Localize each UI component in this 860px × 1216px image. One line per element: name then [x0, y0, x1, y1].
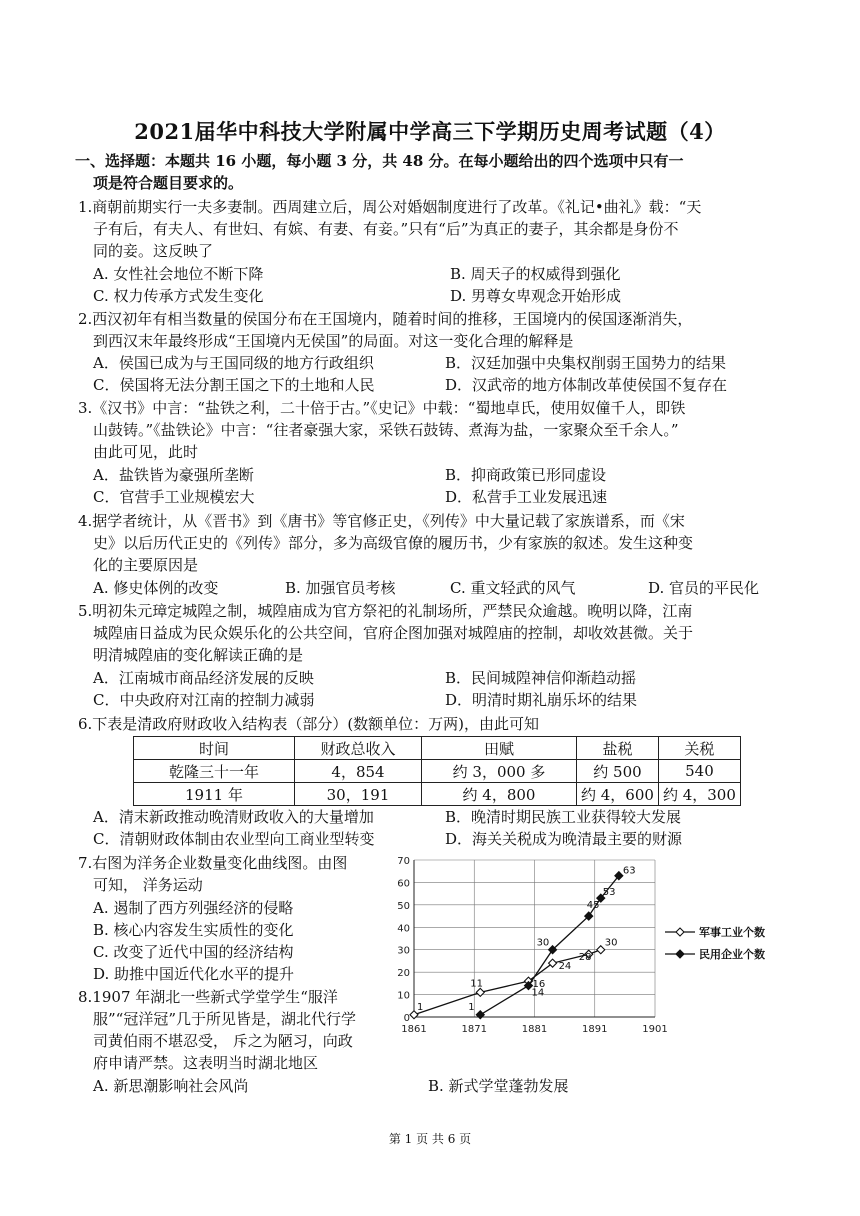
section-instruction-line1: 一、选择题：本题共 16 小题，每小题 3 分，共 48 分。在每小题给出的四个选项中只有一	[75, 152, 684, 170]
y-tick-label: 0	[403, 1013, 410, 1024]
table-header-cell: 关税	[658, 737, 740, 760]
q1-option-d[interactable]: D. 男尊女卑观念开始形成	[450, 287, 622, 305]
table-row	[134, 783, 741, 806]
data-label: 14	[531, 987, 545, 999]
q8-stem-line1: 8.1907 年湖北一些新式学堂学生“服洋	[78, 988, 338, 1006]
y-tick-label: 70	[397, 856, 410, 867]
q2-stem-line2: 到西汉末年最终形成“王国境内无侯国”的局面。对这一变化合理的解释是	[93, 332, 574, 350]
page-footer: 第 1 页 共 6 页	[388, 1132, 472, 1146]
q6-option-d[interactable]: D．海关关税成为晚清最主要的财源	[445, 830, 683, 848]
legend-marker	[676, 928, 684, 936]
q4-option-b[interactable]: B. 加强官员考核	[285, 579, 396, 597]
table-cell: 乾隆三十一年	[134, 760, 295, 783]
y-tick-label: 50	[397, 900, 410, 912]
q6-option-c[interactable]: C．清朝财政体制由农业型向工商业型转变	[93, 830, 375, 848]
q6-option-a[interactable]: A．清末新政推动晚清财政收入的大量增加	[93, 808, 374, 826]
q3-option-d[interactable]: D．私营手工业发展迅速	[445, 488, 608, 506]
q3-stem-line1: 3.《汉书》中言：“盐铁之利，二十倍于古。”《史记》中载：“蜀地卓氏，使用奴僮千人，即铁	[78, 399, 686, 417]
data-label: 30	[536, 937, 550, 949]
y-tick-label: 40	[397, 923, 410, 935]
q7-stem-line2: 可知， 洋务运动	[93, 876, 203, 894]
q5-stem-line3: 明清城隍庙的变化解读正确的是	[93, 646, 304, 664]
q8-stem-line4: 府申请严禁。这表明当时湖北地区	[93, 1054, 319, 1072]
q5-option-d[interactable]: D．明清时期礼崩乐坏的结果	[445, 691, 638, 709]
q5-option-c[interactable]: C．中央政府对江南的控制力减弱	[93, 691, 315, 709]
q7-option-d[interactable]: D. 助推中国近代化水平的提升	[93, 965, 295, 983]
q3-option-c[interactable]: C．官营手工业规模宏大	[93, 488, 255, 506]
data-label: 11	[470, 978, 484, 990]
x-tick-label: 1881	[521, 1024, 548, 1035]
q1-option-b[interactable]: B. 周天子的权威得到强化	[450, 265, 621, 283]
data-point-marker	[476, 988, 484, 996]
q5-stem-line1: 5.明初朱元璋定城隍之制，城隍庙成为官方祭祀的礼制场所，严禁民众逾越。晚明以降，江南	[78, 602, 693, 620]
q3-option-a[interactable]: A．盐铁皆为豪强所垄断	[93, 466, 254, 484]
data-label: 1	[417, 1001, 424, 1013]
q1-stem-line1: 1.商朝前期实行一夫多妻制。西周建立后，周公对婚姻制度进行了改革。《礼记•曲礼》载：“天	[78, 198, 702, 216]
q4-option-a[interactable]: A. 修史体例的改变	[93, 579, 219, 597]
data-label: 16	[532, 979, 546, 991]
y-tick-label: 10	[397, 990, 410, 1002]
data-label: 24	[558, 961, 572, 973]
x-tick-label: 1901	[642, 1024, 668, 1035]
q6-option-b[interactable]: B．晚清时期民族工业获得较大发展	[445, 808, 682, 826]
q1-stem-line2: 子有后，有夫人、有世妇、有嫔、有妻、有妾。”只有“后”为真正的妻子，其余都是身份不	[93, 220, 679, 238]
q7-option-a[interactable]: A. 遏制了西方列强经济的侵略	[93, 899, 294, 917]
q5-option-b[interactable]: B．民间城隍神信仰渐趋动摇	[445, 669, 637, 687]
table-header-row	[134, 737, 741, 760]
y-tick-label: 20	[397, 968, 410, 980]
q2-option-d[interactable]: D．汉武帝的地方体制改革使侯国不复存在	[445, 376, 728, 394]
q2-option-b[interactable]: B．汉廷加强中央集权削弱王国势力的结果	[445, 354, 727, 372]
table-cell: 约 4，600	[577, 783, 659, 806]
x-tick-label: 1891	[582, 1024, 608, 1035]
table-header-cell: 财政总收入	[295, 737, 422, 760]
table-cell: 540	[658, 760, 740, 783]
data-point-marker	[476, 1011, 484, 1019]
legend-entry: 军事工业个数	[699, 926, 765, 939]
table-cell: 约 3，000 多	[422, 760, 577, 783]
table-cell: 约 4，800	[422, 783, 577, 806]
table-cell: 约 500	[577, 760, 659, 783]
data-label: 28	[578, 952, 592, 964]
legend-marker	[676, 950, 684, 958]
paper-title: 2021届华中科技大学附属中学高三下学期历史周考试题（4）	[134, 119, 726, 144]
q4-stem-line2: 史》以后历代正史的《列传》部分，多为高级官僚的履历书，少有家族的叙述。发生这种变	[93, 534, 694, 552]
q6-stem-line1: 6.下表是清政府财政收入结构表（部分）(数额单位：万两)，由此可知	[78, 715, 540, 733]
q3-stem-line3: 由此可见，此时	[93, 443, 199, 461]
q4-stem-line3: 化的主要原因是	[93, 556, 199, 574]
q2-stem-line1: 2.西汉初年有相当数量的侯国分布在王国境内，随着时间的推移，王国境内的侯国逐渐消失，	[78, 310, 693, 328]
enterprise-count-line-chart	[385, 850, 780, 1040]
revenue-table	[133, 736, 741, 806]
q2-option-a[interactable]: A．侯国已成为与王国同级的地方行政组织	[93, 354, 374, 372]
y-tick-label: 60	[397, 878, 410, 890]
table-cell: 约 4，300	[658, 783, 740, 806]
q7-stem-line1: 7.右图为洋务企业数量变化曲线图。由图	[78, 854, 348, 872]
series-line	[414, 950, 601, 1015]
table-cell: 30，191	[295, 783, 422, 806]
q8-stem-line2: 服”“冠洋冠”几于所见皆是，湖北代行学	[93, 1010, 357, 1028]
table-header-cell: 盐税	[577, 737, 659, 760]
q4-option-c[interactable]: C. 重文轻武的风气	[450, 579, 576, 597]
legend-entry: 民用企业个数	[699, 948, 765, 961]
data-label: 45	[586, 900, 600, 912]
q8-option-b[interactable]: B. 新式学堂蓬勃发展	[428, 1077, 569, 1095]
table-header-cell: 田赋	[422, 737, 577, 760]
q3-option-b[interactable]: B．抑商政策已形同虚设	[445, 466, 607, 484]
q2-option-c[interactable]: C．侯国将无法分割王国之下的土地和人民	[93, 376, 375, 394]
q1-option-c[interactable]: C. 权力传承方式发生变化	[93, 287, 264, 305]
data-label: 30	[604, 937, 618, 949]
q7-option-b[interactable]: B. 核心内容发生实质性的变化	[93, 921, 294, 939]
table-header-cell: 时间	[134, 737, 295, 760]
table-row	[134, 760, 741, 783]
q8-stem-line3: 司黄伯雨不堪忍受， 斥之为陋习，向政	[93, 1032, 353, 1050]
q4-stem-line1: 4.据学者统计，从《晋书》到《唐书》等官修正史，《列传》中大量记载了家族谱系，而《宋	[78, 512, 685, 530]
q5-stem-line2: 城隍庙日益成为民众娱乐化的公共空间，官府企图加强对城隍庙的控制，却收效甚微。关于	[93, 624, 694, 642]
q3-stem-line2: 山鼓铸。”《盐铁论》中言：“往者豪强大家，采铁石鼓铸、煮海为盐，一家聚众至千余人。”	[93, 421, 679, 439]
q1-stem-line3: 同的妾。这反映了	[93, 242, 214, 260]
x-tick-label: 1871	[461, 1024, 487, 1035]
section-instruction-line2: 项是符合题目要求的。	[93, 174, 244, 192]
y-tick-label: 30	[397, 945, 410, 957]
table-cell: 4，854	[295, 760, 422, 783]
q5-option-a[interactable]: A．江南城市商品经济发展的反映	[93, 669, 314, 687]
data-label: 63	[622, 865, 636, 877]
q8-option-a[interactable]: A. 新思潮影响社会风尚	[93, 1077, 249, 1095]
q1-option-a[interactable]: A. 女性社会地位不断下降	[93, 265, 264, 283]
q4-option-d[interactable]: D. 官员的平民化	[648, 579, 760, 597]
data-label: 53	[602, 887, 616, 899]
q7-option-c[interactable]: C. 改变了近代中国的经济结构	[93, 943, 294, 961]
x-tick-label: 1861	[401, 1024, 427, 1035]
data-point-marker	[597, 946, 605, 954]
table-cell: 1911 年	[134, 783, 295, 806]
data-label: 1	[468, 1001, 475, 1013]
